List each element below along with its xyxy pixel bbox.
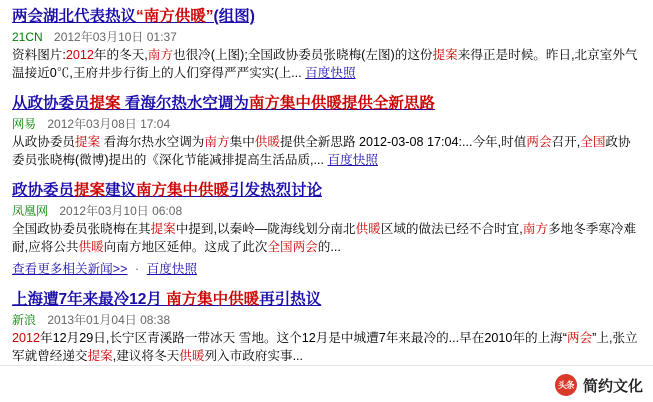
snippet-highlight: 提案 bbox=[432, 48, 458, 62]
title-segment-highlight: 提案 bbox=[89, 95, 121, 112]
result-snippet bbox=[12, 47, 643, 82]
title-segment: 上海遭7年来最冷12月 bbox=[12, 291, 167, 308]
more-news-link[interactable]: 查看更多相关新闻>> bbox=[12, 262, 128, 276]
cache-link[interactable]: 百度快照 bbox=[146, 262, 198, 276]
snippet-highlight: 南方 bbox=[522, 222, 548, 236]
snippet-text: 中提到,以秦岭—陇海线划分南北 bbox=[175, 222, 356, 236]
snippet-highlight: 供暖 bbox=[355, 222, 381, 236]
snippet-text: 召开, bbox=[551, 135, 581, 149]
snippet-highlight: 两会 bbox=[566, 331, 593, 345]
snippet-text: 提供全新思路 2012-03-08 17:04:...今年,时值 bbox=[279, 135, 527, 149]
result-snippet bbox=[12, 330, 643, 365]
snippet-text: 年的冬天, bbox=[93, 48, 148, 62]
snippet-text: 年12月29日,长宁区青溪路一带冰天 雪地。这个12月是中城遭7年来最冷的...早在2010年 bbox=[40, 331, 525, 345]
snippet-text: 多地冬季寒冷难耐,应将公共 bbox=[12, 222, 637, 254]
snippet-highlight: 供暖 bbox=[254, 135, 280, 149]
title-segment: 政协委员 bbox=[12, 182, 75, 199]
toutiao-logo-icon: 头条 bbox=[555, 374, 577, 396]
snippet-text: 。昨日,北京室外气温接近0℃,王府井步行街上的人们穿得严严实实(上... bbox=[12, 48, 638, 80]
cache-link[interactable]: 百度快照 bbox=[327, 152, 378, 167]
title-segment: 看海尔热水空调为 bbox=[120, 95, 249, 112]
snippet-highlight: 2012 bbox=[65, 48, 94, 62]
snippet-text: 政协委员张晓梅(微博)提出的《深化节能减排提高生活品质,... bbox=[12, 135, 631, 167]
snippet-text: 的... bbox=[317, 239, 341, 254]
result-meta bbox=[12, 312, 643, 329]
result-source: 凤凰网 bbox=[12, 204, 49, 218]
cache-link[interactable]: 百度快照 bbox=[305, 65, 356, 80]
brand-name: 简约文化 bbox=[582, 377, 643, 395]
footer-bar bbox=[0, 365, 653, 402]
search-result-item bbox=[12, 182, 643, 278]
result-date: 2012年03月10日 06:08 bbox=[59, 204, 183, 218]
result-title-link[interactable] bbox=[12, 95, 435, 112]
title-segment: (组图) bbox=[213, 8, 255, 25]
result-meta bbox=[12, 29, 643, 46]
result-meta bbox=[12, 203, 643, 220]
title-segment-highlight: 南方集中供暖 bbox=[166, 291, 260, 308]
title-segment: 建议 bbox=[105, 182, 137, 199]
title-segment: 引发热烈讨论 bbox=[229, 182, 323, 199]
title-segment-highlight: 提案 bbox=[74, 182, 106, 199]
snippet-text: 来得正是时候 bbox=[457, 48, 534, 62]
title-segment: 再引热议 bbox=[259, 291, 322, 308]
title-segment: 两会湖北代表热议 bbox=[12, 8, 137, 25]
snippet-highlight: 提案 bbox=[150, 222, 176, 236]
meta-separator bbox=[46, 30, 54, 44]
result-date: 2012年03月10日 01:37 bbox=[54, 30, 177, 44]
snippet-text: 集中 bbox=[229, 135, 255, 149]
snippet-highlight: 2012 bbox=[12, 331, 41, 345]
snippet-highlight: 供暖 bbox=[78, 239, 104, 254]
result-snippet bbox=[12, 134, 643, 169]
snippet-text: 向南方地区延伸。这成了此次 bbox=[103, 239, 268, 254]
snippet-highlight: 南方 bbox=[147, 48, 173, 62]
result-title-link[interactable] bbox=[12, 291, 321, 308]
snippet-text: 也很冷(上图);全国政协委员张晓梅(左图)的这份 bbox=[172, 48, 433, 62]
snippet-text: ,建议将冬天 bbox=[112, 348, 180, 363]
title-segment-highlight: 南方集中供暖 bbox=[136, 182, 230, 199]
meta-separator: · bbox=[134, 262, 140, 276]
result-source: 21CN bbox=[12, 30, 43, 44]
more-news-row bbox=[12, 260, 643, 278]
snippet-text: 资料图片: bbox=[12, 48, 66, 62]
result-meta bbox=[12, 116, 643, 133]
result-title-row bbox=[12, 8, 643, 26]
result-source: 网易 bbox=[12, 117, 37, 131]
result-title-link[interactable] bbox=[12, 182, 322, 199]
snippet-highlight: 全国两会 bbox=[267, 239, 318, 254]
search-result-item bbox=[12, 8, 643, 82]
snippet-text: ”上,张立军就曾经递交 bbox=[12, 331, 638, 363]
result-title-row bbox=[12, 291, 643, 309]
result-title-link[interactable] bbox=[12, 8, 255, 25]
result-source: 新浪 bbox=[12, 313, 37, 327]
snippet-text: 从政协委员 bbox=[12, 135, 75, 149]
snippet-text: 的上海“ bbox=[524, 331, 567, 345]
title-segment: 从政协委员 bbox=[12, 95, 90, 112]
snippet-highlight: 两会 bbox=[526, 135, 552, 149]
snippet-text: 看海尔热水空调为 bbox=[100, 135, 205, 149]
title-segment-highlight: 南方集中供暖提供全新思路 bbox=[248, 95, 435, 112]
title-segment-highlight: “南方供暖” bbox=[136, 8, 214, 25]
snippet-highlight: 全国 bbox=[580, 135, 606, 149]
result-date: 2013年01月04日 08:38 bbox=[47, 313, 171, 327]
snippet-text: 全国政协委员张晓梅在其 bbox=[12, 222, 151, 236]
result-title-row bbox=[12, 95, 643, 113]
result-date: 2012年03月08日 17:04 bbox=[47, 117, 171, 131]
snippet-highlight: 提案 bbox=[87, 348, 113, 363]
brand-watermark bbox=[555, 374, 643, 396]
snippet-text: 区域的做法已经不合时宜, bbox=[380, 222, 523, 236]
snippet-text: 列入市政府实事... bbox=[204, 348, 304, 363]
snippet-highlight: 供暖 bbox=[179, 348, 205, 363]
search-result-item bbox=[12, 95, 643, 169]
result-title-row bbox=[12, 182, 643, 200]
snippet-highlight: 南方 bbox=[204, 135, 230, 149]
snippet-highlight: 提案 bbox=[74, 135, 101, 149]
result-snippet bbox=[12, 221, 643, 256]
